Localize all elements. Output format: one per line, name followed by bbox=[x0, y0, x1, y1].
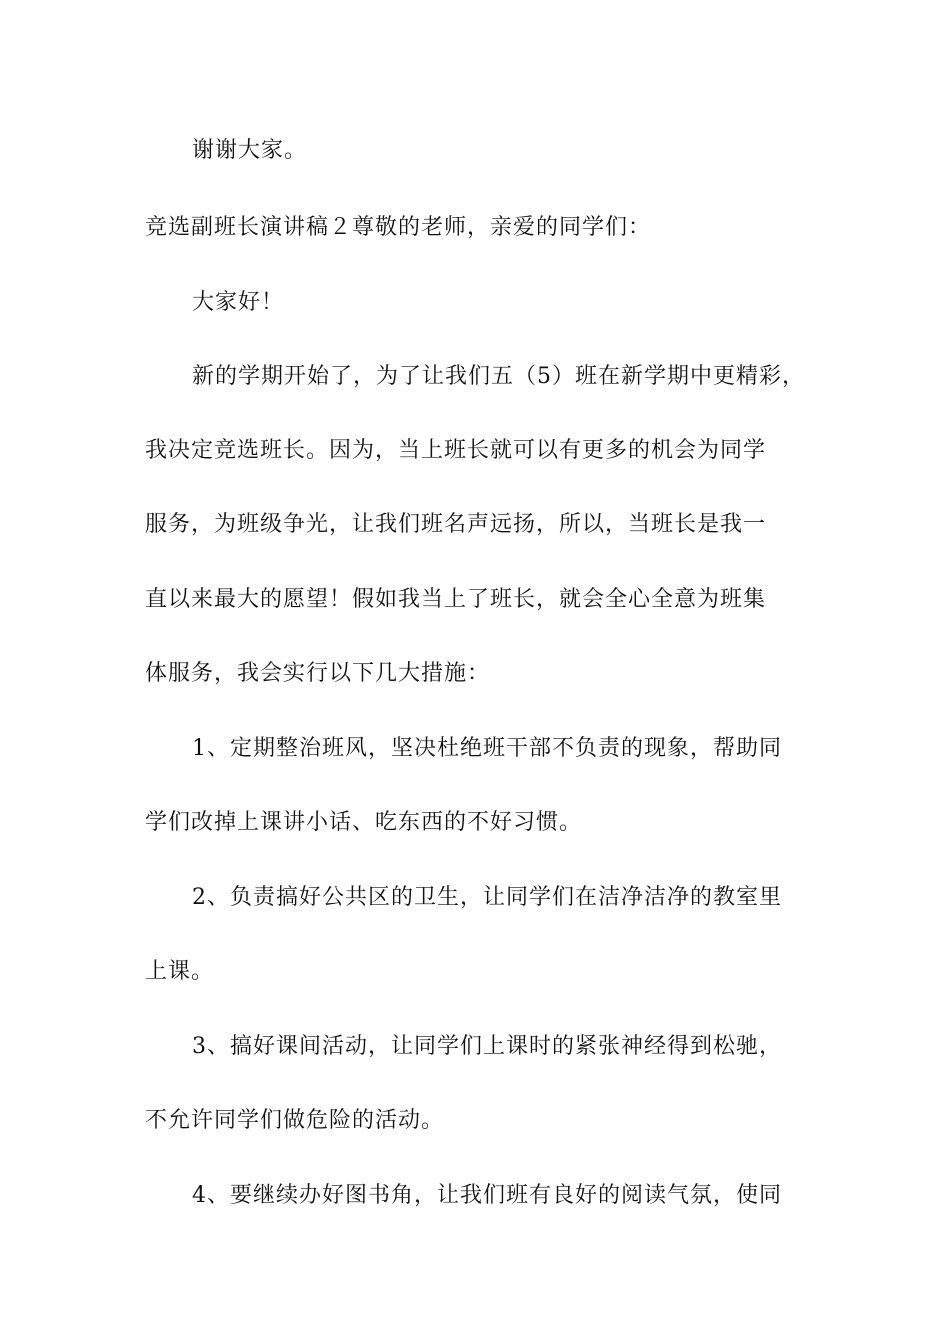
list-item-1-continuation: 学们改掉上课讲小话、吃东西的不好习惯。 bbox=[145, 810, 583, 835]
list-item-2-continuation: 上课。 bbox=[145, 959, 215, 984]
paragraph-line: 新的学期开始了，为了让我们五（5）班在新学期中更精彩， bbox=[192, 364, 805, 389]
list-item-3-line: 3、搞好课间活动，让同学们上课时的紧张神经得到松驰， bbox=[192, 1034, 782, 1059]
paragraph-line: 服务，为班级争光，让我们班名声远扬，所以，当班长是我一 bbox=[145, 512, 767, 537]
list-item-2-line: 2、负责搞好公共区的卫生，让同学们在洁净洁净的教室里 bbox=[192, 885, 782, 910]
paragraph-line: 我决定竞选班长。因为，当上班长就可以有更多的机会为同学 bbox=[145, 438, 767, 463]
closing-line: 谢谢大家。 bbox=[192, 138, 308, 163]
paragraph-line: 直以来最大的愿望！假如我当上了班长，就会全心全意为班集 bbox=[145, 587, 767, 612]
greeting-line: 大家好！ bbox=[192, 290, 285, 315]
speech-heading-line: 竞选副班长演讲稿２尊敬的老师，亲爱的同学们： bbox=[145, 215, 652, 240]
list-item-1-line: 1、定期整治班风，坚决杜绝班干部不负责的现象，帮助同 bbox=[192, 736, 782, 761]
list-item-4-line: 4、要继续办好图书角，让我们班有良好的阅读气氛，使同 bbox=[192, 1183, 782, 1208]
paragraph-line: 体服务，我会实行以下几大措施： bbox=[145, 661, 491, 686]
list-item-3-continuation: 不允许同学们做危险的活动。 bbox=[145, 1108, 445, 1133]
